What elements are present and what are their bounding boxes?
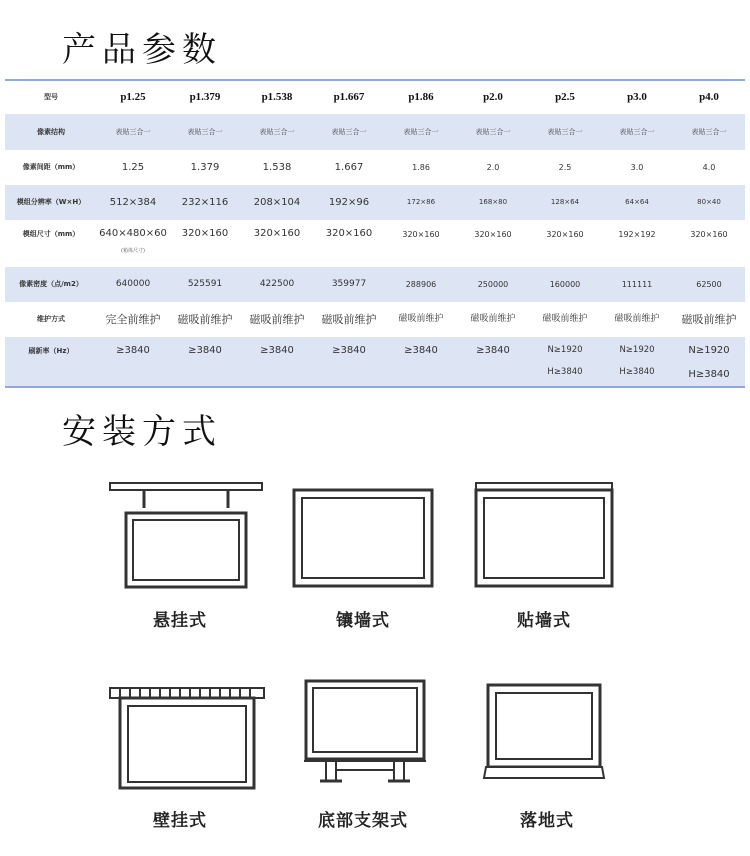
row-label-density: 像素密度（点/m2）	[19, 280, 83, 289]
install-label: 悬挂式	[153, 611, 207, 631]
table-cell: 2.0	[486, 162, 500, 172]
model-cell: p1.86	[408, 90, 434, 103]
table-cell: 1.379	[190, 161, 220, 173]
model-cell: p2.0	[483, 90, 503, 103]
table-cell: 525591	[187, 279, 223, 290]
install-item-wall-hang	[106, 682, 266, 792]
model-cell: p1.379	[189, 90, 221, 103]
table-cell: 359977	[331, 279, 367, 290]
table-row-model	[5, 81, 745, 114]
table-cell: 磁吸前维护	[177, 312, 233, 326]
stand-screen-icon	[290, 676, 450, 788]
wall-mounted-screen-icon	[464, 480, 624, 590]
hanging-screen-icon	[106, 480, 266, 590]
table-cell: 192×96	[328, 196, 370, 208]
table-row-maintenance	[5, 302, 745, 337]
wall-hung-screen-icon	[106, 682, 266, 792]
table-cell: 表贴三合一	[259, 127, 295, 136]
embedded-screen-icon	[284, 480, 444, 590]
table-cell: 磁吸前维护	[249, 312, 305, 326]
table-row-resolution	[5, 185, 745, 220]
table-cell	[529, 337, 601, 386]
spec-table	[5, 79, 745, 388]
table-cell: ≥3840	[476, 345, 510, 356]
table-cell: 完全前维护	[105, 312, 161, 326]
table-cell: 232×116	[181, 196, 229, 208]
table-row-pitch	[5, 150, 745, 185]
refresh-n: N≥1920	[547, 345, 583, 355]
table-cell: 磁吸前维护	[470, 314, 516, 325]
table-row-density	[5, 267, 745, 302]
table-cell	[673, 337, 745, 386]
row-label-size: 模组尺寸（mm）	[22, 230, 80, 238]
table-cell: 172×86	[406, 198, 436, 207]
row-label-maintenance: 维护方式	[37, 315, 65, 324]
table-cell: 表贴三合一	[547, 127, 583, 136]
table-cell: 表贴三合一	[403, 127, 439, 136]
table-cell: 4.0	[702, 162, 716, 172]
table-cell: 320×160	[474, 230, 512, 239]
refresh-h: H≥3840	[619, 367, 655, 378]
table-cell: 磁吸前维护	[398, 314, 444, 325]
section-title-install: 安装方式	[62, 412, 222, 452]
row-label-refresh: 刷新率（Hz）	[28, 347, 74, 355]
table-cell: 64×64	[625, 198, 649, 207]
table-cell: ≥3840	[188, 345, 222, 356]
install-label: 壁挂式	[153, 811, 207, 831]
table-cell: ≥3840	[404, 345, 438, 356]
model-cell: p2.5	[555, 90, 575, 103]
table-cell: 表贴三合一	[475, 127, 511, 136]
table-cell: 422500	[259, 279, 295, 290]
table-cell: 表贴三合一	[115, 127, 151, 136]
table-cell: 表贴三合一	[187, 127, 223, 136]
refresh-h: H≥3840	[688, 369, 730, 380]
install-item-embedded	[284, 480, 444, 590]
table-cell: 160000	[549, 279, 581, 289]
table-cell: 320×160	[690, 230, 728, 239]
model-cell: p4.0	[699, 90, 719, 103]
row-label-pitch: 像素间距（mm）	[22, 163, 80, 172]
refresh-n: N≥1920	[688, 345, 730, 356]
row-label-resolution: 模组分辨率（W×H）	[16, 198, 86, 207]
table-cell: 3.0	[630, 162, 644, 172]
table-cell: 320×160	[181, 228, 229, 239]
floor-screen-icon	[470, 680, 630, 792]
table-row-structure	[5, 114, 745, 150]
table-cell: 128×64	[550, 198, 580, 207]
table-cell: 表贴三合一	[331, 127, 367, 136]
table-cell: ≥3840	[332, 345, 366, 356]
table-cell: 512×384	[109, 196, 157, 208]
install-label: 贴墙式	[517, 611, 571, 631]
table-cell: 1.667	[334, 161, 364, 173]
table-cell: 320×160	[253, 228, 301, 239]
table-cell: 磁吸前维护	[321, 312, 377, 326]
install-item-hanging	[106, 480, 266, 590]
table-cell: 表贴三合一	[691, 127, 727, 136]
table-cell: 表贴三合一	[619, 127, 655, 136]
table-cell: 288906	[405, 279, 437, 289]
table-cell: 磁吸前维护	[614, 314, 660, 325]
model-cell: p1.25	[120, 90, 146, 103]
section-title-params: 产品参数	[62, 30, 222, 70]
model-cell: p1.538	[261, 90, 293, 103]
table-cell: 1.86	[412, 162, 430, 172]
table-row-size	[5, 220, 745, 267]
table-cell	[601, 337, 673, 386]
table-cell: 320×160	[325, 228, 373, 239]
table-cell: ≥3840	[116, 345, 150, 356]
table-cell: 80×40	[697, 198, 721, 207]
table-cell	[97, 220, 169, 267]
install-item-wall-flush	[464, 480, 624, 590]
cabinet-size-note: (箱体尺寸)	[121, 248, 145, 254]
install-label: 底部支架式	[318, 811, 408, 831]
table-row-refresh	[5, 337, 745, 386]
refresh-h: H≥3840	[547, 367, 583, 378]
table-cell: 208×104	[253, 196, 301, 208]
table-cell: 1.538	[262, 161, 292, 173]
row-label-structure: 像素结构	[37, 127, 65, 136]
table-cell: 192×192	[618, 230, 656, 239]
table-cell: 250000	[477, 279, 509, 289]
install-label: 落地式	[520, 811, 574, 831]
table-cell: 2.5	[558, 162, 572, 172]
table-cell: 62500	[696, 279, 722, 289]
table-cell: ≥3840	[260, 345, 294, 356]
row-label-model: 型号	[44, 93, 58, 102]
refresh-n: N≥1920	[619, 345, 655, 355]
install-label: 镶墙式	[336, 611, 390, 631]
table-cell: 磁吸前维护	[542, 314, 588, 325]
table-cell: 320×160	[546, 230, 584, 239]
table-cell: 磁吸前维护	[681, 312, 737, 326]
model-cell: p1.667	[333, 90, 365, 103]
table-cell: 1.25	[121, 161, 145, 173]
table-cell: 168×80	[478, 198, 508, 207]
install-item-floor-stand	[290, 676, 450, 788]
table-cell: 111111	[621, 279, 653, 289]
cell-value: 640×480×60	[99, 228, 167, 239]
table-cell: 320×160	[402, 230, 440, 239]
install-item-floor-standing	[470, 680, 630, 792]
model-cell: p3.0	[627, 90, 647, 103]
table-cell: 640000	[115, 279, 151, 290]
